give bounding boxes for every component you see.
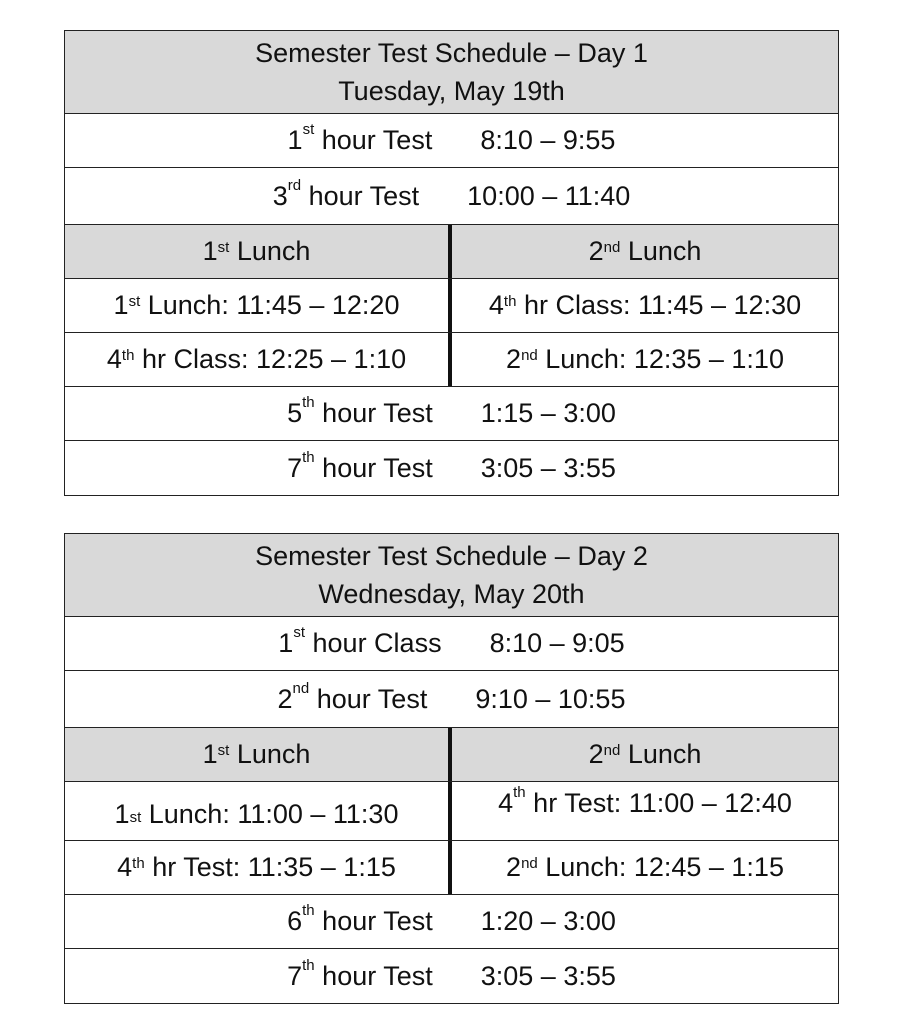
- period-label: 1st hour Class: [278, 624, 442, 658]
- period-time: 9:10 – 10:55: [475, 683, 626, 714]
- day2-lunch-row-1: [65, 782, 838, 841]
- first-lunch-heading: 1 $^{st}$ Lunch: [65, 728, 452, 781]
- second-lunch-slot: 2 $^{nd}$ Lunch: 12:35 – 1:10: [506, 344, 784, 374]
- second-lunch-slot: 2 $^{nd}$ Lunch: 12:45 – 1:15: [506, 852, 784, 882]
- period-label: 7th hour Test: [287, 956, 433, 991]
- day2-row-6th-hour: [65, 895, 838, 949]
- day1-row-5th-hour: [65, 387, 838, 441]
- first-lunch-heading: 1 $^{st}$ Lunch: [65, 225, 452, 278]
- period-label: 5th hour Test: [287, 394, 433, 428]
- period-time: 10:00 – 11:40: [467, 180, 631, 211]
- period-label: 1st hour Test: [287, 121, 433, 155]
- period-label: 6th hour Test: [287, 902, 433, 936]
- day1-row-1st-hour: [65, 114, 838, 168]
- day2-lunch-row-2: [65, 841, 838, 895]
- day2-row-1st-hour: [65, 617, 838, 671]
- period-label: 7th hour Test: [287, 448, 433, 483]
- day1-schedule-table: [64, 30, 839, 496]
- day2-title: Semester Test Schedule – Day 2: [255, 541, 648, 571]
- day1-lunch-row-2: [65, 333, 838, 387]
- period-time: 3:05 – 3:55: [480, 960, 616, 991]
- period-time: 8:10 – 9:55: [480, 125, 616, 155]
- first-lunch-slot: 4 $^{th}$ hr Class: 12:25 – 1:10: [65, 333, 452, 386]
- first-lunch-slot: 1 $^{st}$ Lunch: 11:00 – 11:30: [65, 782, 452, 840]
- day2-schedule-table: [64, 533, 839, 1004]
- period-time: 1:15 – 3:00: [480, 398, 616, 428]
- period-time: 8:10 – 9:05: [489, 628, 625, 658]
- day1-row-3rd-hour: [65, 168, 838, 225]
- period-label: 2nd hour Test: [277, 679, 428, 714]
- day2-row-7th-hour: [65, 949, 838, 1003]
- day2-header: [65, 534, 838, 617]
- day1-date: Tuesday, May 19th: [338, 76, 565, 106]
- day1-header: [65, 31, 838, 114]
- day2-date: Wednesday, May 20th: [318, 579, 585, 609]
- day1-lunch-row-1: [65, 279, 838, 333]
- day1-title: Semester Test Schedule – Day 1: [255, 38, 648, 68]
- second-lunch-slot: 4 $^{th}$ hr Class: 11:45 – 12:30: [488, 290, 802, 320]
- period-time: 1:20 – 3:00: [480, 906, 616, 936]
- day2-row-2nd-hour: [65, 671, 838, 728]
- first-lunch-slot: 4 $^{th}$ hr Test: 11:35 – 1:15: [65, 841, 452, 894]
- day2-lunch-header: [65, 728, 838, 782]
- day1-row-7th-hour: [65, 441, 838, 495]
- second-lunch-heading: 2 $^{nd}$ Lunch: [588, 739, 702, 769]
- period-time: 3:05 – 3:55: [480, 452, 616, 483]
- first-lunch-slot: 1 $^{st}$ Lunch: 11:45 – 12:20: [65, 279, 452, 332]
- period-label: 3rd hour Test: [272, 176, 420, 211]
- second-lunch-slot: 4 $^{th}$ hr Test: 11:00 – 12:40: [498, 784, 792, 818]
- day1-lunch-header: [65, 225, 838, 279]
- second-lunch-heading: 2 $^{nd}$ Lunch: [588, 236, 702, 266]
